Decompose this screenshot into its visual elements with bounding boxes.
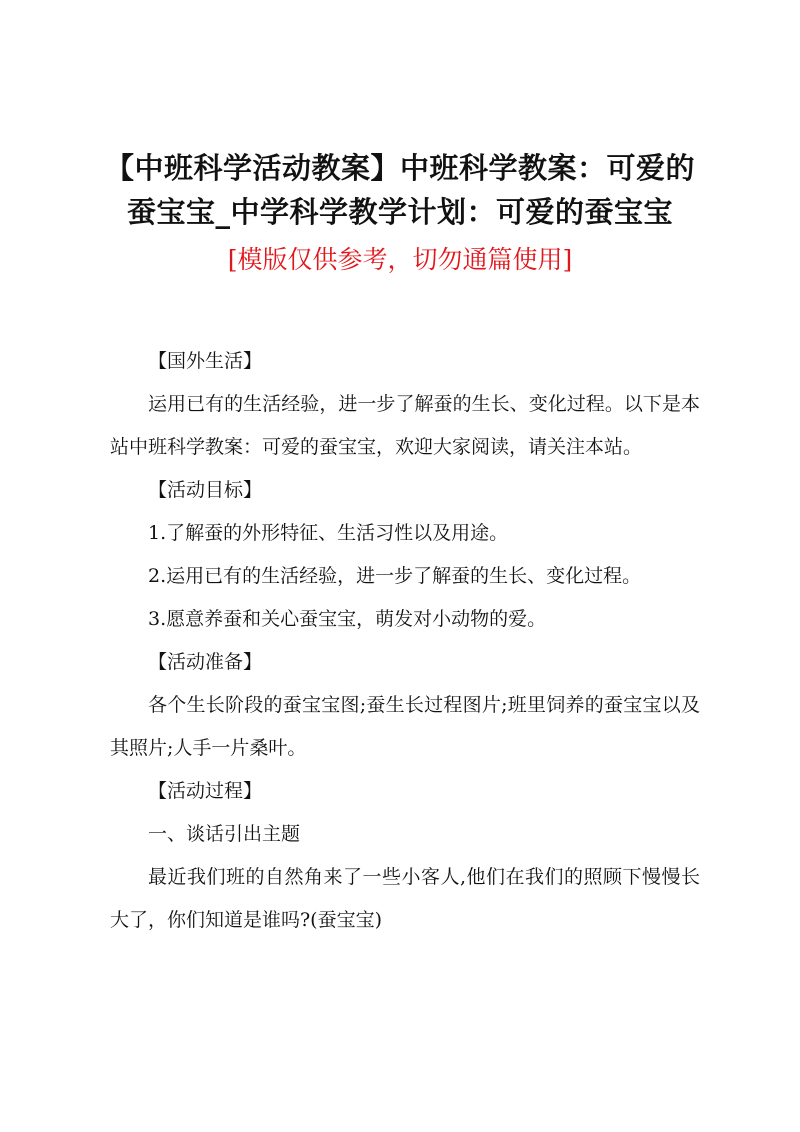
process-step-heading-1: 一、谈话引出主题 — [148, 823, 301, 845]
intro-paragraph: 运用已有的生活经验，进一步了解蚕的生长、变化过程。以下是本站中班科学教案：可爱的蚕宝宝，欢迎大家阅读，请关注本站。 — [110, 393, 700, 458]
template-disclaimer: [模版仅供参考，切勿通篇使用] — [227, 245, 573, 274]
title-line-1: 【中班科学活动教案】中班科学教案：可爱的 — [104, 151, 695, 185]
objective-item-2: 2.运用已有的生活经验，进一步了解蚕的生长、变化过程。 — [148, 565, 642, 587]
document-title — [90, 146, 710, 234]
title-line-2: 蚕宝宝_中学科学教学计划：可爱的蚕宝宝 — [126, 195, 673, 229]
objective-item-3: 3.愿意养蚕和关心蚕宝宝，萌发对小动物的爱。 — [148, 608, 547, 630]
process-paragraph-1: 最近我们班的自然角来了一些小客人,他们在我们的照顾下慢慢长大了，你们知道是谁吗?(蚕宝宝) — [110, 866, 700, 931]
document-body — [110, 340, 700, 942]
section-heading-preparation: 【活动准备】 — [148, 651, 263, 673]
section-heading-foreign-life: 【国外生活】 — [148, 350, 263, 372]
section-heading-objectives: 【活动目标】 — [148, 479, 263, 501]
section-heading-process: 【活动过程】 — [148, 780, 263, 802]
objective-item-1: 1.了解蚕的外形特征、生活习性以及用途。 — [148, 522, 509, 544]
preparation-paragraph: 各个生长阶段的蚕宝宝图;蚕生长过程图片;班里饲养的蚕宝宝以及其照片;人手一片桑叶。 — [110, 694, 700, 759]
